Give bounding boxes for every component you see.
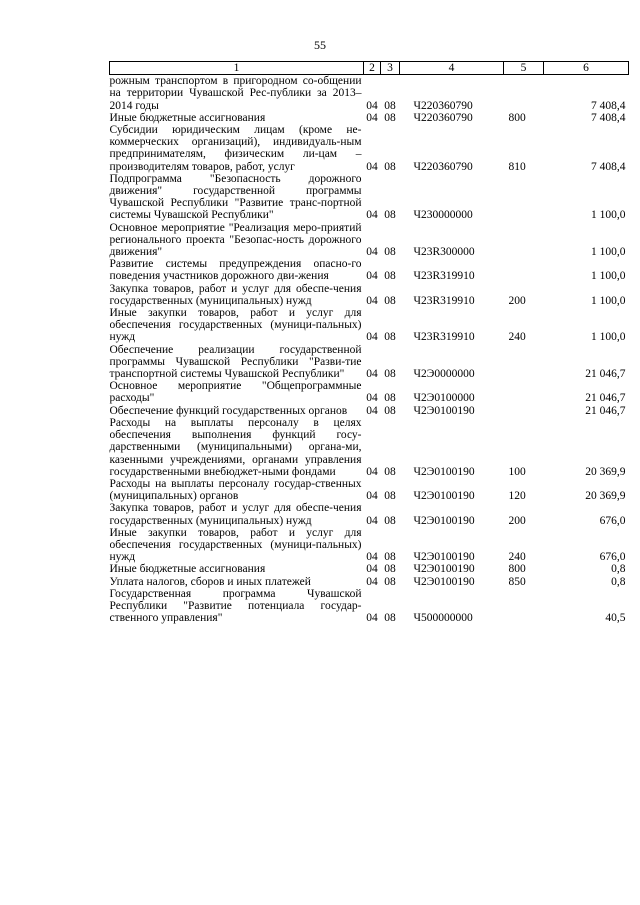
amount: 20 369,9 — [585, 490, 626, 503]
table-row — [110, 124, 629, 173]
row-name: Расходы на выплаты персоналу в целях обеспечения выполнения функций госу-дарственными (муниципальными) органа-ми, казенными учреждениями, органами управления государственными внебюджет-ными фондами — [109, 416, 362, 478]
subsection-code: 08 — [384, 209, 396, 222]
table-row — [110, 576, 629, 588]
row-name: Иные бюджетные ассигнования — [109, 111, 266, 124]
section-code: 04 — [366, 331, 378, 344]
table-row — [110, 417, 629, 478]
row-name: Основное мероприятие "Реализация меро-приятий регионального проекта "Безопас-ность дорожного движения" — [109, 221, 362, 259]
target-article-code: Ч500000000 — [413, 612, 473, 625]
expense-type-code — [504, 258, 544, 282]
amount: 0,8 — [611, 563, 626, 576]
amount: 21 046,7 — [585, 392, 626, 405]
expense-type-code — [504, 222, 544, 259]
table-row — [110, 75, 629, 112]
target-article-code: Ч230000000 — [413, 209, 473, 222]
expense-type-code: 800 — [508, 111, 526, 124]
expense-type-code: 810 — [508, 160, 526, 173]
table-row — [110, 563, 629, 575]
subsection-code: 08 — [384, 465, 396, 478]
amount: 40,5 — [605, 612, 626, 625]
subsection-code: 08 — [384, 490, 396, 503]
target-article-code: Ч23R300000 — [413, 246, 475, 259]
section-code: 04 — [366, 294, 378, 307]
row-name: Субсидии юридическим лицам (кроме не-коммерческих организаций), индивидуаль-ным предпринимателям, физическим ли-цам – производителям товаров, работ, услуг — [109, 124, 362, 173]
target-article-code: Ч220360790 — [413, 111, 473, 124]
column-header: 5 — [504, 62, 544, 75]
column-header: 6 — [544, 62, 629, 75]
amount: 0,8 — [611, 575, 626, 588]
row-name: Обеспечение функций государственных органов — [109, 404, 348, 417]
subsection-code: 08 — [384, 160, 396, 173]
subsection-code: 08 — [384, 612, 396, 625]
column-header: 3 — [381, 62, 400, 75]
expense-type-code — [504, 173, 544, 222]
amount: 1 100,0 — [591, 246, 626, 259]
expense-type-code: 240 — [508, 551, 526, 564]
expense-type-code: 240 — [508, 331, 526, 344]
table-row — [110, 405, 629, 417]
subsection-code: 08 — [384, 99, 396, 112]
section-code: 04 — [366, 368, 378, 381]
subsection-code: 08 — [384, 270, 396, 283]
expense-type-code: 200 — [508, 294, 526, 307]
row-name: Развитие системы предупреждения опасно-го поведения участников дорожного дви-жения — [109, 258, 362, 283]
section-code: 04 — [366, 160, 378, 173]
expense-type-code — [504, 588, 544, 625]
column-header: 2 — [364, 62, 381, 75]
table-row — [110, 283, 629, 307]
row-name: Государственная программа Чувашской Республики "Развитие потенциала государ-ственного управления" — [109, 587, 362, 625]
section-code: 04 — [366, 209, 378, 222]
amount: 1 100,0 — [591, 209, 626, 222]
section-code: 04 — [366, 111, 378, 124]
table-row — [110, 588, 629, 625]
table-row — [110, 344, 629, 381]
subsection-code: 08 — [384, 575, 396, 588]
expense-type-code: 200 — [508, 514, 526, 527]
target-article-code: Ч23R319910 — [413, 294, 475, 307]
row-name: Подпрограмма "Безопасность дорожного движения" государственной программы Чувашской Республики "Развитие транс-портной системы Чувашской Республики" — [109, 172, 362, 222]
row-name: Закупка товаров, работ и услуг для обеспе-чения государственных (муниципальных) нужд — [109, 502, 362, 527]
table-row — [110, 527, 629, 564]
subsection-code: 08 — [384, 514, 396, 527]
row-name: Обеспечение реализации государственной программы Чувашской Республики "Разви-тие транспортной системы Чувашской Республики" — [109, 343, 362, 381]
subsection-code: 08 — [384, 111, 396, 124]
target-article-code: Ч2Э0100190 — [413, 563, 475, 576]
section-code: 04 — [366, 514, 378, 527]
target-article-code: Ч2Э0100000 — [413, 392, 475, 405]
expense-type-code: 800 — [508, 563, 526, 576]
row-name: рожным транспортом в пригородном со-общении на территории Чувашской Рес-публики за 2013–2014 годы — [109, 75, 362, 112]
table-row — [110, 112, 629, 124]
amount: 20 369,9 — [585, 465, 626, 478]
section-code: 04 — [366, 465, 378, 478]
section-code: 04 — [366, 551, 378, 564]
target-article-code: Ч2Э0000000 — [413, 368, 475, 381]
target-article-code: Ч2Э0100190 — [413, 490, 475, 503]
page-number: 55 — [314, 38, 326, 52]
amount: 7 408,4 — [591, 160, 626, 173]
amount: 7 408,4 — [591, 111, 626, 124]
column-header: 4 — [400, 62, 504, 75]
row-name: Иные бюджетные ассигнования — [109, 563, 266, 576]
amount: 1 100,0 — [591, 270, 626, 283]
section-code: 04 — [366, 99, 378, 112]
row-name: Расходы на выплаты персоналу государ-ственных (муниципальных) органов — [109, 477, 362, 503]
amount: 676,0 — [599, 514, 626, 527]
table-row — [110, 478, 629, 502]
expense-type-code — [504, 405, 544, 417]
column-number-row — [110, 62, 629, 75]
target-article-code: Ч2Э0100190 — [413, 575, 475, 588]
section-code: 04 — [366, 563, 378, 576]
section-code: 04 — [366, 612, 378, 625]
expense-type-code — [504, 344, 544, 381]
amount: 1 100,0 — [591, 294, 626, 307]
section-code: 04 — [366, 246, 378, 259]
table-row — [110, 380, 629, 404]
target-article-code: Ч2Э0100190 — [413, 514, 475, 527]
amount: 1 100,0 — [591, 331, 626, 344]
budget-table — [109, 61, 629, 624]
expense-type-code — [504, 75, 544, 112]
table-row — [110, 502, 629, 526]
expense-type-code: 100 — [508, 465, 526, 478]
target-article-code: Ч220360790 — [413, 99, 473, 112]
target-article-code: Ч220360790 — [413, 160, 473, 173]
amount: 676,0 — [599, 551, 626, 564]
expense-type-code — [504, 380, 544, 404]
row-name: Основное мероприятие "Общепрограммные расходы" — [109, 380, 362, 405]
column-header: 1 — [110, 62, 364, 75]
subsection-code: 08 — [384, 563, 396, 576]
target-article-code: Ч23R319910 — [413, 331, 475, 344]
target-article-code: Ч2Э0100190 — [413, 465, 475, 478]
row-name: Уплата налогов, сборов и иных платежей — [109, 575, 311, 588]
subsection-code: 08 — [384, 368, 396, 381]
subsection-code: 08 — [384, 392, 396, 405]
subsection-code: 08 — [384, 246, 396, 259]
table-row — [110, 307, 629, 344]
target-article-code: Ч2Э0100190 — [413, 551, 475, 564]
target-article-code: Ч2Э0100190 — [413, 404, 475, 417]
row-name: Закупка товаров, работ и услуг для обеспе-чения государственных (муниципальных) нужд — [109, 282, 362, 307]
section-code: 04 — [366, 270, 378, 283]
section-code: 04 — [366, 490, 378, 503]
subsection-code: 08 — [384, 551, 396, 564]
table-row — [110, 222, 629, 259]
subsection-code: 08 — [384, 404, 396, 417]
expense-type-code: 120 — [508, 490, 526, 503]
amount: 21 046,7 — [585, 368, 626, 381]
expense-type-code: 850 — [508, 575, 526, 588]
row-name: Иные закупки товаров, работ и услуг для обеспечения государственных (муници-пальных) нужд — [109, 307, 362, 344]
table-row — [110, 258, 629, 282]
row-name: Иные закупки товаров, работ и услуг для обеспечения государственных (муници-пальных) нужд — [109, 526, 362, 564]
section-code: 04 — [366, 404, 378, 417]
section-code: 04 — [366, 392, 378, 405]
subsection-code: 08 — [384, 294, 396, 307]
amount: 21 046,7 — [585, 404, 626, 417]
section-code: 04 — [366, 575, 378, 588]
target-article-code: Ч23R319910 — [413, 270, 475, 283]
subsection-code: 08 — [384, 331, 396, 344]
table-row — [110, 173, 629, 222]
amount: 7 408,4 — [591, 99, 626, 112]
